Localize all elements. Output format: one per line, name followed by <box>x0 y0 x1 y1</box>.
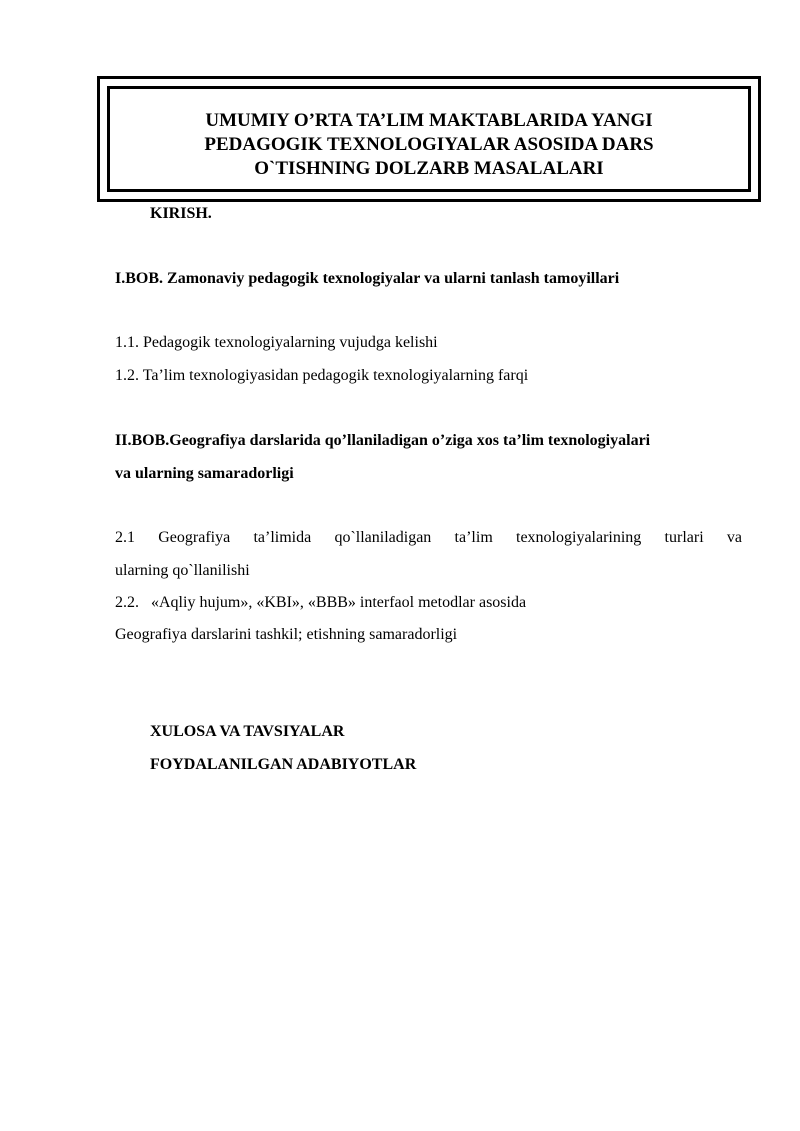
toc-intro: KIRISH. <box>150 205 212 222</box>
title-line-1: UMUMIY O’RTA TA’LIM MAKTABLARIDA YANGI <box>205 110 653 131</box>
chapter-1-heading: I.BOB. Zamonaviy pedagogik texnologiyalar va ularni tanlash tamoyillari <box>115 270 620 287</box>
toc-item-1-2: 1.2. Ta’lim texnologiyasidan pedagogik texnologiyalarning farqi <box>115 367 529 384</box>
toc-item-2-1-line-2: ularning qo`llanilishi <box>115 562 250 579</box>
title-line-3: O`TISHNING DOLZARB MASALALARI <box>254 158 604 179</box>
toc-conclusion: XULOSA VA TAVSIYALAR <box>150 723 345 740</box>
chapter-2-heading-line-2: va ularning samaradorligi <box>115 465 294 482</box>
toc-item-2-2-line-2: Geografiya darslarini tashkil; etishning samaradorligi <box>115 626 458 643</box>
toc-item-1-1: 1.1. Pedagogik texnologiyalarning vujudga kelishi <box>115 334 438 351</box>
toc-item-2-1-line-1: 2.1 Geografiya ta’limida qo`llaniladigan ta’lim texnologiyalarining turlari va <box>115 529 742 546</box>
toc-item-2-2-line-1: 2.2. «Aqliy hujum», «KBI», «BBB» interfaol metodlar asosida <box>115 594 527 611</box>
chapter-2-heading-line-1: II.BOB.Geografiya darslarida qo’llaniladigan o’ziga xos ta’lim texnologiyalari <box>115 432 651 449</box>
document-title <box>100 109 758 181</box>
toc-references: FOYDALANILGAN ADABIYOTLAR <box>150 756 417 773</box>
title-frame-outer <box>97 76 761 202</box>
title-line-2: PEDAGOGIK TEXNOLOGIYALAR ASOSIDA DARS <box>204 134 654 155</box>
